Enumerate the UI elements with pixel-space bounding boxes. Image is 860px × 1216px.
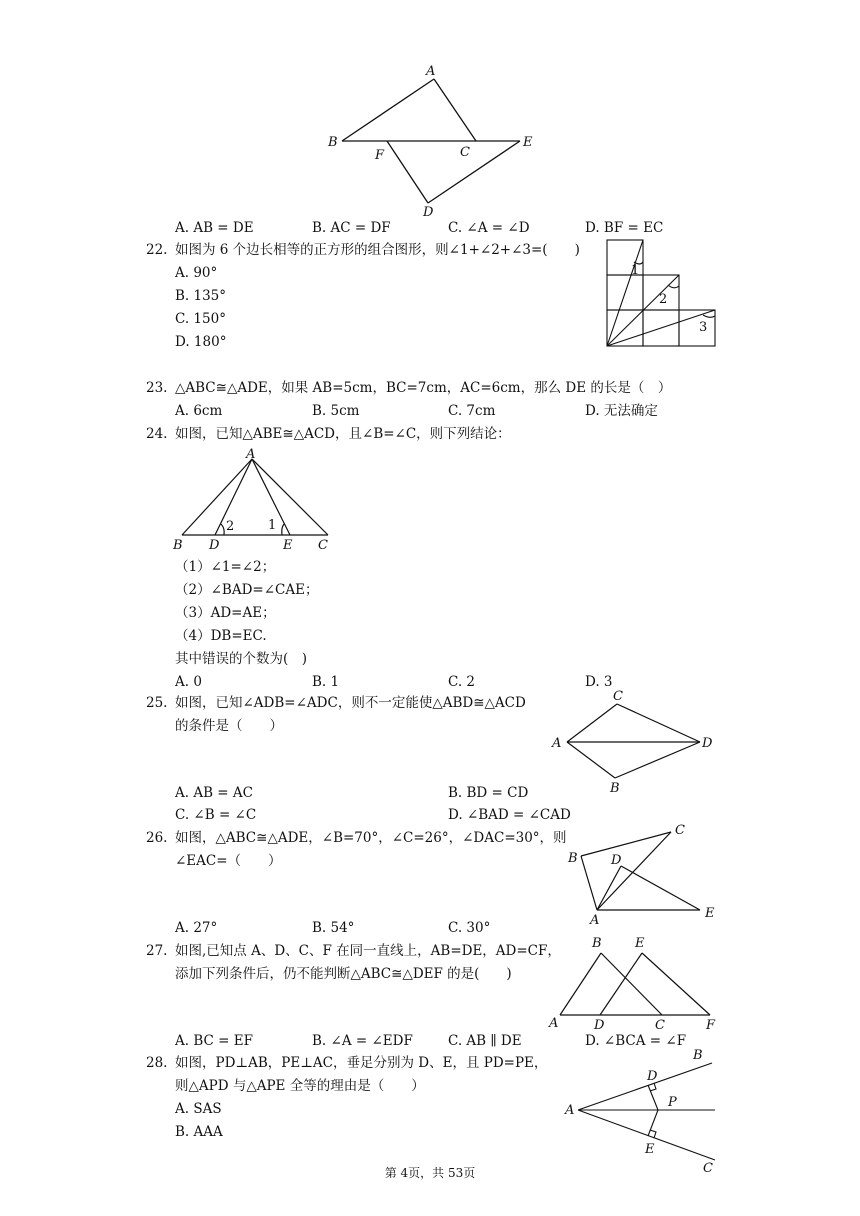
q22-option-d[interactable]: D. 180° xyxy=(175,334,227,350)
label-D: D xyxy=(702,736,713,751)
q26-stem-line2: ∠EAC=（ ） xyxy=(175,853,282,869)
q28-option-b[interactable]: B. AAA xyxy=(175,1124,223,1140)
label-P: P xyxy=(668,1095,677,1110)
q28-number: 28. xyxy=(146,1055,168,1071)
label-A: A xyxy=(565,1103,575,1118)
q25-stem-line1: 如图，已知∠ADB=∠ADC，则不一定能使△ABD≅△ACD xyxy=(175,695,526,711)
q21-option-c[interactable]: C. ∠A = ∠D xyxy=(448,220,530,236)
q24-ask: 其中错误的个数为( ) xyxy=(175,651,308,667)
q23-option-c[interactable]: C. 7cm xyxy=(448,403,496,419)
label-E: E xyxy=(705,906,715,921)
q24-conclusion-2: （2）∠BAD=∠CAE； xyxy=(175,582,319,598)
q22-option-b[interactable]: B. 135° xyxy=(175,288,227,304)
label-C: C xyxy=(703,1161,713,1176)
label-C: C xyxy=(318,538,328,553)
q24-conclusion-3: （3）AD=AE； xyxy=(175,605,276,621)
label-B: B xyxy=(328,135,338,150)
label-F: F xyxy=(375,148,385,163)
label-E: E xyxy=(283,538,293,553)
q26-option-a[interactable]: A. 27° xyxy=(175,920,218,936)
q22-number: 22. xyxy=(146,242,168,258)
label-C: C xyxy=(460,145,470,160)
angle-1-label: 1 xyxy=(631,263,640,278)
label-A: A xyxy=(426,64,436,79)
q23-option-d[interactable]: D. 无法确定 xyxy=(585,403,658,419)
angle-2-label: 2 xyxy=(226,519,235,534)
label-B: B xyxy=(610,781,620,796)
q24-option-a[interactable]: A. 0 xyxy=(175,674,202,690)
label-E: E xyxy=(523,135,533,150)
label-E: E xyxy=(635,936,645,951)
q21-option-b[interactable]: B. AC = DF xyxy=(312,220,391,236)
q23-option-a[interactable]: A. 6cm xyxy=(175,403,223,419)
q28-option-a[interactable]: A. SAS xyxy=(175,1101,222,1117)
label-D: D xyxy=(611,853,622,868)
q27-option-c[interactable]: C. AB ∥ DE xyxy=(448,1033,522,1049)
q28-stem-line2: 则△APD 与△APE 全等的理由是（ ） xyxy=(175,1078,425,1094)
label-C: C xyxy=(675,823,685,838)
q25-option-a[interactable]: A. AB = AC xyxy=(175,785,253,801)
label-D: D xyxy=(209,538,220,553)
angle-3-label: 3 xyxy=(699,320,708,335)
q27-option-d[interactable]: D. ∠BCA = ∠F xyxy=(585,1033,687,1049)
page-footer: 第 4页，共 53页 xyxy=(384,1166,476,1180)
angle-1-label: 1 xyxy=(268,518,277,533)
label-E: E xyxy=(645,1142,655,1157)
q28-stem-line1: 如图，PD⊥AB，PE⊥AC，垂足分别为 D、E，且 PD=PE， xyxy=(175,1055,548,1071)
label-C: C xyxy=(613,689,623,704)
angle-2-label: 2 xyxy=(659,292,668,307)
label-D: D xyxy=(423,205,434,220)
q25-option-c[interactable]: C. ∠B = ∠C xyxy=(175,807,257,823)
label-B: B xyxy=(693,1048,703,1063)
q24-option-c[interactable]: C. 2 xyxy=(448,674,476,690)
label-A: A xyxy=(590,913,600,928)
q21-option-d[interactable]: D. BF = EC xyxy=(585,220,664,236)
q27-option-b[interactable]: B. ∠A = ∠EDF xyxy=(312,1033,413,1049)
label-F: F xyxy=(706,1018,716,1033)
q25-option-d[interactable]: D. ∠BAD = ∠CAD xyxy=(448,807,571,823)
label-A: A xyxy=(549,1016,559,1031)
q26-option-b[interactable]: B. 54° xyxy=(312,920,355,936)
q25-stem-line2: 的条件是（ ） xyxy=(175,718,283,734)
label-D: D xyxy=(647,1069,658,1084)
q25-option-b[interactable]: B. BD = CD xyxy=(448,785,529,801)
label-C: C xyxy=(655,1018,665,1033)
q24-conclusion-4: （4）DB=EC. xyxy=(175,628,267,644)
q23-number: 23. xyxy=(146,380,168,396)
label-B: B xyxy=(568,851,578,866)
q21-option-a[interactable]: A. AB = DE xyxy=(175,220,254,236)
q27-number: 27. xyxy=(146,943,168,959)
q24-stem: 如图，已知△ABE≅△ACD，且∠B=∠C，则下列结论： xyxy=(175,426,511,442)
q27-stem-line2: 添加下列条件后，仍不能判断△ABC≅△DEF 的是( ) xyxy=(175,966,512,982)
label-A: A xyxy=(246,447,256,462)
q24-option-b[interactable]: B. 1 xyxy=(312,674,340,690)
label-D: D xyxy=(594,1018,605,1033)
q22-stem: 如图为 6 个边长相等的正方形的组合图形，则∠1+∠2+∠3=( ) xyxy=(175,242,580,258)
label-B: B xyxy=(592,936,602,951)
q23-stem: △ABC≅△ADE，如果 AB=5cm，BC=7cm，AC=6cm，那么 DE 的长是（ ） xyxy=(175,380,672,396)
q22-option-a[interactable]: A. 90° xyxy=(175,265,218,281)
q24-conclusion-1: （1）∠1=∠2； xyxy=(175,559,276,575)
q26-option-c[interactable]: C. 30° xyxy=(448,920,491,936)
q23-option-b[interactable]: B. 5cm xyxy=(312,403,360,419)
q27-stem-line1: 如图,已知点 A、D、C、F 在同一直线上，AB=DE，AD=CF， xyxy=(175,943,561,959)
q22-option-c[interactable]: C. 150° xyxy=(175,311,226,327)
q26-stem-line1: 如图，△ABC≅△ADE，∠B=70°，∠C=26°，∠DAC=30°，则 xyxy=(175,830,567,846)
q25-number: 25. xyxy=(146,695,168,711)
label-A: A xyxy=(552,736,562,751)
q27-option-a[interactable]: A. BC = EF xyxy=(175,1033,253,1049)
q24-option-d[interactable]: D. 3 xyxy=(585,674,613,690)
q24-number: 24. xyxy=(146,426,168,442)
q26-number: 26. xyxy=(146,830,168,846)
label-B: B xyxy=(173,538,183,553)
